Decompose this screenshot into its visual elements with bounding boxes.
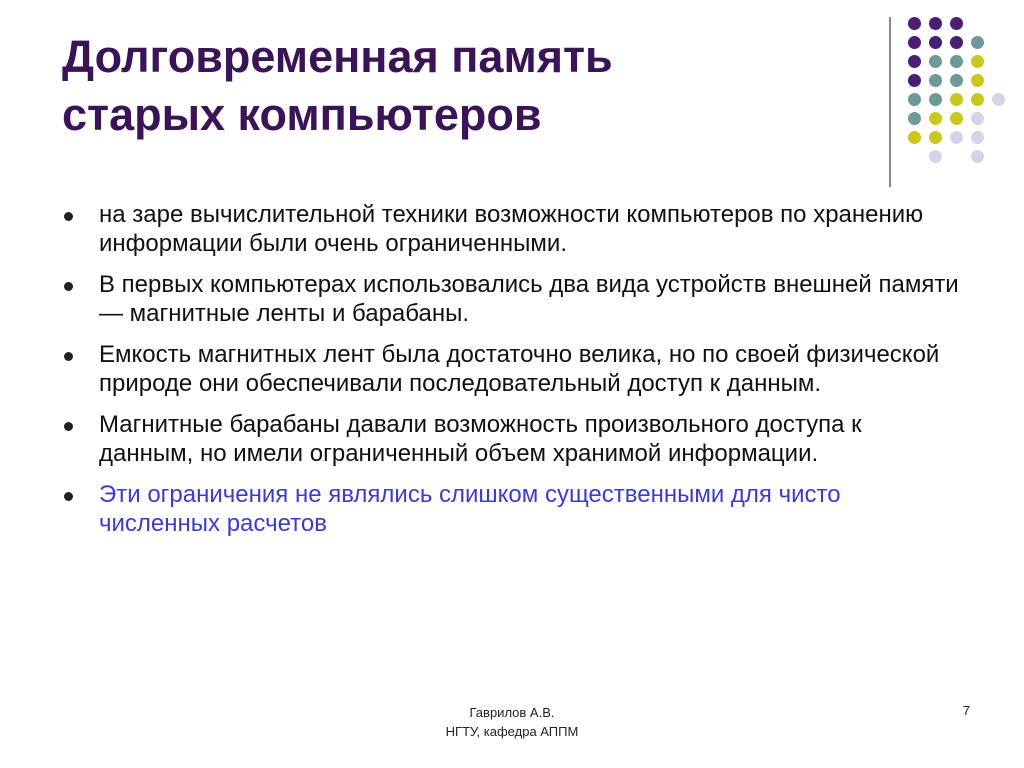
decor-dot <box>908 93 921 106</box>
decor-dot <box>908 131 921 144</box>
decor-dot <box>950 93 963 106</box>
bullet-dot-icon <box>64 422 73 431</box>
decor-dot <box>908 36 921 49</box>
decor-dot <box>908 55 921 68</box>
decor-dot <box>950 55 963 68</box>
bullet-text: Магнитные барабаны давали возможность произвольного доступа к данным, но имели ограниченный объем хранимой информации. <box>99 411 862 467</box>
bullet-list <box>62 200 962 550</box>
decor-dot <box>971 131 984 144</box>
bullet-text: Емкость магнитных лент была достаточно велика, но по своей физической природе они обеспечивали последовательный доступ к данным. <box>99 341 940 397</box>
bullet-item <box>62 270 962 328</box>
decor-dot <box>908 17 921 30</box>
decor-dot <box>929 17 942 30</box>
decor-dot <box>971 112 984 125</box>
decor-dot <box>950 131 963 144</box>
bullet-item <box>62 340 962 398</box>
bullet-item <box>62 200 962 258</box>
decor-dot <box>929 131 942 144</box>
page-number: 7 <box>962 703 970 718</box>
decor-dot <box>929 150 942 163</box>
decor-dot <box>908 74 921 87</box>
decorative-divider <box>889 17 891 187</box>
bullet-dot-icon <box>64 352 73 361</box>
slide-title <box>62 28 862 144</box>
decor-dot <box>950 74 963 87</box>
decor-dot <box>929 74 942 87</box>
decor-dot <box>929 55 942 68</box>
footer-author: Гаврилов А.В. <box>469 705 555 720</box>
decor-dot <box>908 112 921 125</box>
slide-footer <box>412 703 612 741</box>
decor-dot <box>971 150 984 163</box>
decor-dot <box>971 93 984 106</box>
decor-dot <box>950 112 963 125</box>
bullet-dot-icon <box>64 212 73 221</box>
bullet-text: Эти ограничения не являлись слишком существенными для чисто численных расчетов <box>99 481 841 537</box>
bullet-text: В первых компьютерах использовались два вида устройств внешней памяти — магнитные ленты и барабаны. <box>99 271 959 327</box>
bullet-item-highlighted <box>62 480 962 538</box>
decor-dot <box>971 55 984 68</box>
slide-title-line-1: Долговременная память <box>62 31 613 82</box>
bullet-dot-icon <box>64 282 73 291</box>
decor-dot <box>929 93 942 106</box>
bullet-item <box>62 410 962 468</box>
decor-dot <box>992 93 1005 106</box>
decor-dot <box>950 17 963 30</box>
footer-affiliation: НГТУ, кафедра АППМ <box>445 724 579 739</box>
decor-dot <box>929 112 942 125</box>
decor-dot <box>950 36 963 49</box>
slide-title-line-2: старых компьютеров <box>62 89 542 140</box>
bullet-dot-icon <box>64 492 73 501</box>
bullet-text: на заре вычислительной техники возможности компьютеров по хранению информации были очень ограниченными. <box>99 201 924 257</box>
decor-dot <box>929 36 942 49</box>
decor-dot <box>971 36 984 49</box>
decor-dot <box>971 74 984 87</box>
